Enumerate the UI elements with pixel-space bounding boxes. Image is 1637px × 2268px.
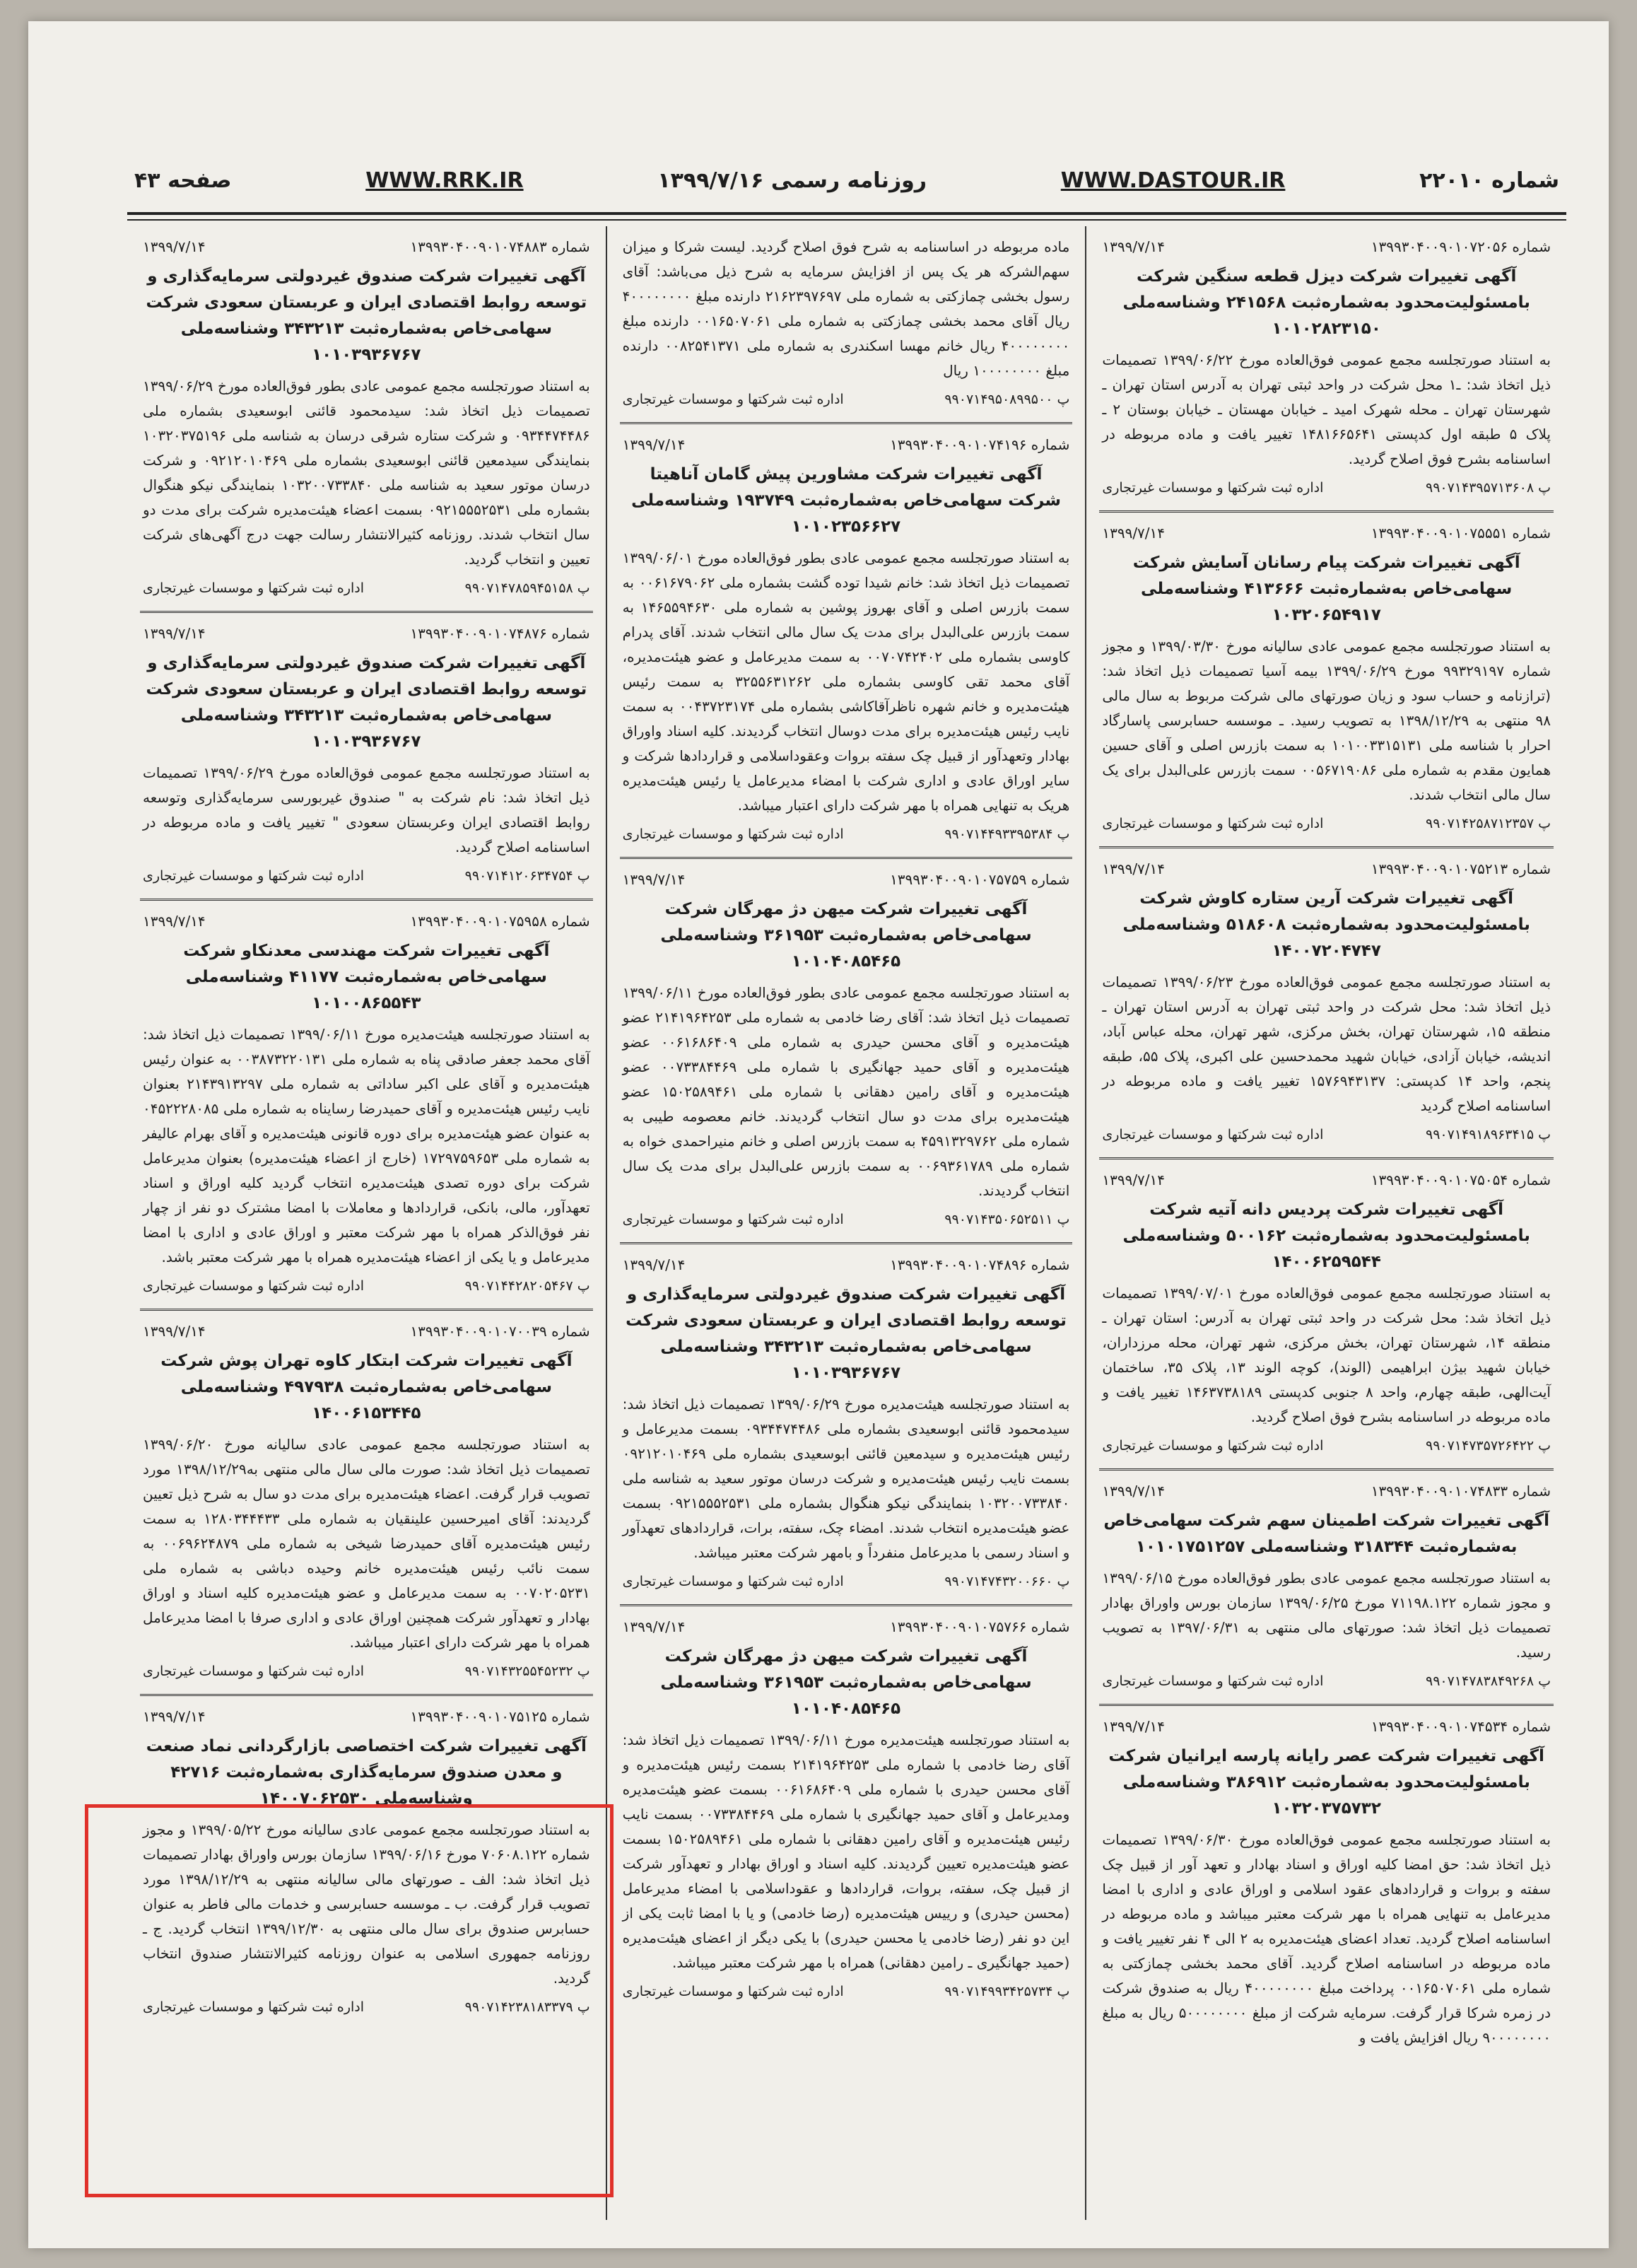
notice-office: اداره ثبت شرکتها و موسسات غیرتجاری [143, 1664, 365, 1679]
column-right [1086, 226, 1566, 2220]
notice [620, 1606, 1073, 2014]
notice-ref: پ ۹۹۰۷۱۴۷۸۵۹۴۵۱۵۸ [464, 580, 590, 596]
notice-ref: پ ۹۹۰۷۱۴۱۲۰۶۳۴۷۵۴ [464, 868, 590, 884]
notice-continued [620, 226, 1073, 424]
notice-body: به استناد صورتجلسه مجمع عمومی فوق‌العاده مورخ ۱۳۹۹/۰۶/۲۲ تصمیمات ذیل اتخاذ شد: ـ۱ محل شرکت در واحد ثبتی تهران به آدرس استان تهران ـ شهرستان تهران ـ محله شهرک امید ـ خیابان مهستان ـ خیابان بوستان ۲ ـ پلاک ۵ طبقه اول کدپستی ۱۴۸۱۶۶۵۶۴۱ تغییر یافت و ماده مربوطه در اساسنامه بشرح فوق اصلاح گردید. [1102, 351, 1551, 467]
notice-title: آگهی تغییرات شرکت آرین ستاره کاوش شرکت بامسئولیت‌محدود به‌شماره‌ثبت ۵۱۸۶۰۸ وشناسه‌ملی ۱۴۰۰۷۲۰۴۷۴۷ [1122, 889, 1530, 960]
notice [1099, 1706, 1554, 2060]
notice-ref: پ ۹۹۰۷۱۴۹۹۳۴۲۵۷۳۴ [944, 1984, 1070, 1999]
notice-title: آگهی تغییرات شرکت عصر رایانه پارسه ایرانیان شرکت بامسئولیت‌محدود به‌شماره‌ثبت ۳۸۶۹۱۲ وشناسه‌ملی ۱۰۳۲۰۳۷۵۷۳۲ [1108, 1747, 1544, 1818]
notice-body: به استناد صورتجلسه هیئت‌مدیره مورخ ۱۳۹۹/۰۶/۱۱ تصمیمات ذیل اتخاذ شد: آقای محمد جعفر صادقی پناه به شماره ملی ۰۰۳۸۷۳۲۲۰۱۳۱ به عنوان رئیس هیئت‌مدیره و آقای علی اکبر ساداتی به شماره ملی ۲۱۴۳۹۱۳۲۹۷ بعنوان نایب رئیس هیئت‌مدیره و آقای حمیدرضا رسایناه به شماره ملی ۰۴۵۲۲۲۸۰۸۵ به عنوان عضو هیئت‌مدیره برای دوره قانونی هیئت‌مدیره و آقای بهرام عالیفر به شماره ملی ۱۷۲۹۷۵۹۶۵۳ (خارج از اعضاء هیئت‌مدیره) بعنوان مدیرعامل شرکت برای دوره تصدی هیئت‌مدیره انتخاب گردید کلیه اوراق و اسناد تعهدآور، مالی، بانکی، قراردادها و معاملات با امضا مشترک دو نفر از چهار نفر فوق‌الذکر همراه با مهر شرکت معتبر و اوراق عادی و اداری با امضا مدیرعامل و یا یکی از اعضاء هیئت‌مدیره همراه با مهر شرکت معتبر باشد. [143, 1026, 590, 1265]
notice-ref: پ ۹۹۰۷۱۴۴۲۸۲۰۵۴۶۷ [464, 1278, 590, 1294]
notice-date: ۱۳۹۹/۷/۱۴ [1102, 1171, 1166, 1188]
dastour-url[interactable]: WWW.DASTOUR.IR [1060, 168, 1286, 193]
notice [1099, 226, 1554, 513]
notice-number: شماره ۱۳۹۹۳۰۴۰۰۹۰۱۰۷۵۹۵۸ [410, 913, 590, 930]
notice-ref: پ ۹۹۰۷۱۴۳۲۵۵۴۵۲۳۲ [464, 1664, 590, 1679]
notice-office: اداره ثبت شرکتها و موسسات غیرتجاری [1102, 1673, 1324, 1689]
notice-ref: پ ۹۹۰۷۱۴۳۹۵۷۱۳۶۰۸ [1425, 480, 1551, 496]
notice-body: به استناد صورتجلسه مجمع عمومی عادی سالیانه مورخ ۱۳۹۹/۰۵/۲۲ و مجوز شماره ۷۰۶۰۸.۱۲۲ مورخ ۱۳۹۹/۰۶/۱۶ سازمان بورس واوراق بهادار تصمیمات ذیل اتخاذ شد: الف ـ صورتهای مالی سالیانه منتهی به ۱۳۹۸/۱۲/۲۹ مورد تصویب قرار گرفت. ب ـ موسسه حسابرسی و خدمات مالی فاطر به عنوان حسابرس صندوق برای سال مالی منتهی به ۱۳۹۹/۱۲/۳۰ انتخاب گردید. ج ـ روزنامه جمهوری اسلامی به عنوان روزنامه کثیرالانتشار صندوق انتخاب گردید. [143, 1821, 590, 1987]
notice [140, 226, 593, 613]
notice-title: آگهی تغییرات شرکت اختصاصی بازارگردانی نماد صنعت و معدن صندوق سرمایه‌گذاری به‌شماره‌ثبت ۴۲۷۱۶ وشناسه‌ملی ۱۴۰۰۷۰۶۲۵۳۰ [146, 1737, 587, 1808]
notice-number: شماره ۱۳۹۹۳۰۴۰۰۹۰۱۰۷۵۷۶۶ [890, 1618, 1070, 1635]
notice-date: ۱۳۹۹/۷/۱۴ [1102, 1483, 1166, 1500]
notice-title: آگهی تغییرات شرکت پیام رسانان آسایش شرکت سهامی‌خاص به‌شماره‌ثبت ۴۱۳۶۶۶ وشناسه‌ملی ۱۰۳۲۰۶۵۴۹۱۷ [1132, 554, 1520, 624]
notice-ref: پ ۹۹۰۷۱۴۳۵۰۶۵۲۵۱۱ [944, 1212, 1070, 1227]
notice [620, 424, 1073, 859]
notice-body: به استناد صورتجلسه مجمع عمومی عادی بطور فوق‌العاده مورخ ۱۳۹۹/۰۶/۰۱ تصمیمات ذیل اتخاذ شد: خانم شیدا توده گشت بشماره ملی ۰۰۶۱۶۷۹۰۶۲ به سمت بازرس اصلی و آقای بهروز پوشین به شماره ملی ۱۴۶۵۵۹۴۶۳۰ به سمت بازرس علی‌البدل برای مدت یک سال مالی انتخاب شدند. آقای پدرام کاوسی بشماره ملی ۰۰۷۰۷۴۲۴۰۲ به سمت مدیرعامل و عضو هیئت‌مدیره، آقای محمد تقی کاوسی بشماره ملی ۳۲۵۵۶۳۱۲۶۲ به سمت رئیس هیئت‌مدیره و خانم شهره ناظرآقاکاشی بشماره ملی ۰۰۴۳۷۲۳۱۷۴ به سمت نایب رئیس هیئت‌مدیره برای مدت دوسال انتخاب گردیدند. کلیه اسناد واوراق بهادار وتعهدآور از قبیل چک سفته بروات وعقوداسلامی و قراردادها شرکت و سایر اوراق عادی و اداری شرکت با امضاء مدیرعامل یا رئیس هیئت‌مدیره هریک به تنهایی همراه با مهر شرکت دارای اعتبار میباشد. [622, 549, 1070, 814]
notice [1099, 513, 1554, 848]
notice-number: شماره ۱۳۹۹۳۰۴۰۰۹۰۱۰۷۴۸۸۳ [410, 238, 590, 255]
notice-ref: پ ۹۹۰۷۱۴۲۵۸۷۱۲۳۵۷ [1425, 816, 1551, 831]
notice-number: شماره ۱۳۹۹۳۰۴۰۰۹۰۱۰۷۵۰۵۴ [1371, 1171, 1551, 1188]
notice-office: اداره ثبت شرکتها و موسسات غیرتجاری [1102, 480, 1324, 496]
notice-title: آگهی تغییرات شرکت اطمینان سهم شرکت سهامی‌خاص به‌شماره‌ثبت ۳۱۸۳۴۴ وشناسه‌ملی ۱۰۱۰۱۷۵۱۲۵۷ [1103, 1512, 1550, 1556]
notice-office: اداره ثبت شرکتها و موسسات غیرتجاری [143, 580, 365, 596]
notice-title: آگهی تغییرات شرکت پردیس دانه آتیه شرکت بامسئولیت‌محدود به‌شماره‌ثبت ۵۰۰۱۶۲ وشناسه‌ملی ۱۴۰۰۶۲۵۹۵۴۴ [1122, 1200, 1530, 1271]
column-middle [607, 226, 1087, 2220]
notice-date: ۱۳۹۹/۷/۱۴ [622, 871, 686, 888]
notice [1099, 848, 1554, 1159]
notice-body: به استناد صورتجلسه مجمع عمومی فوق‌العاده مورخ ۱۳۹۹/۰۶/۳۰ تصمیمات ذیل اتخاذ شد: حق امضا کلیه اوراق و اسناد بهادار و تعهد آور از قبیل چک سفته و بروات و قراردادهای عقود اسلامی و اوراق عادی و اداری با امضا مدیرعامل به تنهایی همراه با مهر شرکت معتبر میباشد و ماده مربوطه در اساسنامه اصلاح گردید. تعداد اعضای هیئت‌مدیره به ۲ الی ۴ نفر تغییر یافت و ماده مربوطه در اساسنامه اصلاح گردید. آقای محمد بخشی چمازکتی به شماره ملی ۰۰۱۶۵۰۷۰۶۱ پرداخت مبلغ ۴۰۰۰۰۰۰۰۰ ریال به صندوق شرکت در زمره شرکا قرار گرفت. سرمایه شرکت از مبلغ ۵۰۰۰۰۰۰۰۰ ریال به مبلغ ۹۰۰۰۰۰۰۰۰ ریال افزایش یافت و [1102, 1831, 1551, 2046]
notice-date: ۱۳۹۹/۷/۱۴ [143, 1323, 206, 1340]
newspaper-title-date: روزنامه رسمی ۱۳۹۹/۷/۱۶ [657, 168, 927, 193]
notice-office: اداره ثبت شرکتها و موسسات غیرتجاری [143, 868, 365, 884]
notice-number: شماره ۱۳۹۹۳۰۴۰۰۹۰۱۰۷۴۸۹۶ [890, 1256, 1070, 1273]
notice-ref: پ ۹۹۰۷۱۴۷۸۳۸۴۹۲۶۸ [1425, 1673, 1551, 1689]
notice [140, 613, 593, 901]
notice-number: شماره ۱۳۹۹۳۰۴۰۰۹۰۱۰۷۵۱۲۵ [410, 1708, 590, 1725]
notice-number: شماره ۱۳۹۹۳۰۴۰۰۹۰۱۰۷۵۵۵۱ [1371, 525, 1551, 542]
notice-body: به استناد صورتجلسه مجمع عمومی عادی سالیانه مورخ ۱۳۹۹/۰۳/۳۰ و مجوز شماره ۹۹۳۲۹۱۹۷ مورخ ۱۳۹۹/۰۶/۲۹ بیمه آسیا تصمیمات ذیل اتخاذ شد: (ترازنامه و حساب سود و زیان صورتهای مالی شرکت مربوط به سال مالی ۹۸ منتهی به ۱۳۹۸/۱۲/۲۹ به تصویب رسید. ـ موسسه حسابرسی پاسارگاد احرار با شناسه ملی ۱۰۱۰۰۳۳۱۵۱۳۱ به سمت بازرس اصلی و آقای حسین همایون مقدم به شماره ملی ۰۰۵۶۷۱۹۰۸۶ سمت بازرس علی‌البدل برای یک سال مالی انتخاب شدند. [1102, 638, 1551, 803]
notice-title: آگهی تغییرات شرکت صندوق غیردولتی سرمایه‌گذاری و توسعه روابط اقتصادی ایران و عربستان سعودی شرکت سهامی‌خاص به‌شماره‌ثبت ۳۴۳۲۱۳ وشناسه‌ملی ۱۰۱۰۳۹۳۶۷۶۷ [146, 267, 587, 364]
notice-ref: پ ۹۹۰۷۱۴۹۵۰۸۹۹۵۰۰ [944, 392, 1070, 407]
notice-body: به استناد صورتجلسه هیئت‌مدیره مورخ ۱۳۹۹/۰۶/۲۹ تصمیمات ذیل اتخاذ شد: سیدمحمود قائنی ابوسعیدی بشماره ملی ۰۹۳۴۴۷۴۴۸۶ بسمت مدیرعامل و رئیس هیئت‌مدیره و سیدمعین قائنی ابوسعیدی بشماره ملی ۰۹۲۱۲۰۱۰۴۶۹ بسمت نایب رئیس هیئت‌مدیره و شرکت درسان موتور سعید به شناسه ملی ۱۰۳۲۰۰۷۳۳۸۴۰ بنمایندگی نیکو هنگوال بشماره ملی ۰۹۲۱۵۵۵۲۵۳۱ بسمت عضو هیئت‌مدیره انتخاب شدند. امضاء چک، سفته، برات، قراردادهای تعهدآور و اسناد رسمی با مدیرعامل منفرداً و بامهر شرکت معتبر میباشد. [622, 1396, 1070, 1561]
notice [140, 1311, 593, 1696]
notice-date: ۱۳۹۹/۷/۱۴ [1102, 860, 1166, 877]
notice-body: به استناد صورتجلسه مجمع عمومی فوق‌العاده مورخ ۱۳۹۹/۰۶/۲۳ تصمیمات ذیل اتخاذ شد: محل شرکت در واحد ثبتی تهران به آدرس استان تهران ـ منطقه ۱۵، شهرستان تهران، بخش مرکزی، شهر تهران، محله عباس آباد، اندیشه، خیابان آزادی، خیابان شهید محمدحسین علی اکبری، پلاک ۵۵، طبقه پنجم، واحد ۱۴ کدپستی: ۱۵۷۶۹۴۳۱۳۷ تغییر یافت و ماده مربوطه در اساسنامه اصلاح گردید [1102, 974, 1551, 1114]
notice-number: شماره ۱۳۹۹۳۰۴۰۰۹۰۱۰۷۴۸۷۶ [410, 625, 590, 642]
notice-date: ۱۳۹۹/۷/۱۴ [1102, 1718, 1166, 1735]
issue-number: شماره ۲۲۰۱۰ [1419, 168, 1559, 193]
notice [1099, 1159, 1554, 1471]
notice-body: ماده مربوطه در اساسنامه به شرح فوق اصلاح گردید. لیست شرکا و میزان سهم‌الشرکه هر یک پس از افزایش سرمایه به شرح ذیل می‌باشد: آقای رسول بخشی چمازکتی به شماره ملی ۲۱۶۲۳۹۷۶۹۷ دارنده مبلغ ۴۰۰۰۰۰۰۰۰ ریال آقای محمد بخشی چمازکتی به شماره ملی ۰۰۱۶۵۰۷۰۶۱ دارنده مبلغ ۴۰۰۰۰۰۰۰۰ ریال خانم مهسا اسکندری به شماره ملی ۰۰۸۲۵۴۱۳۷۱ دارنده مبلغ ۱۰۰۰۰۰۰۰۰ ریال [622, 238, 1070, 379]
notice-body: به استناد صورتجلسه هیئت‌مدیره مورخ ۱۳۹۹/۰۶/۱۱ تصمیمات ذیل اتخاذ شد: آقای رضا خادمی با شماره ملی ۲۱۴۱۹۶۴۲۵۳ بسمت رئیس هیئت‌مدیره و آقای محسن حیدری با شماره ملی ۰۰۶۱۶۸۶۴۰۹ بسمت عضو هیئت‌مدیره ومدیرعامل و آقای حمید جهانگیری با شماره ملی ۰۰۷۳۳۸۴۴۶۹ بسمت نایب رئیس هیئت‌مدیره و آقای رامین دهقانی با شماره ملی ۱۵۰۲۵۸۹۴۶۱ بسمت عضو هیئت‌مدیره تعیین گردیدند. کلیه اسناد و اوراق بهادار و تعهدآور شرکت از قبیل چک، سفته، بروات، قراردادها و عقوداسلامی با امضاء مدیرعامل (محسن حیدری) و رییس هیئت‌مدیره (رضا خادمی) و یا با امضا ثابت یکی از این دو نفر (رضا خادمی یا محسن حیدری) با یکی دیگر از اعضای هیئت‌مدیره (حمید جهانگیری ـ رامین دهقانی) همراه با مهر شرکت معتبر میباشد. [622, 1731, 1070, 1971]
notice-office: اداره ثبت شرکتها و موسسات غیرتجاری [143, 1999, 365, 2015]
notice-body: به استناد صورتجلسه مجمع عمومی عادی بطور فوق‌العاده مورخ ۱۳۹۹/۰۶/۱۱ تصمیمات ذیل اتخاذ شد: آقای رضا خادمی به شماره ملی ۲۱۴۱۹۶۴۲۵۳ عضو هیئت‌مدیره و آقای محسن حیدری به شماره ملی ۰۰۶۱۶۸۶۴۰۹ عضو هیئت‌مدیره و آقای حمید جهانگیری با شماره ملی ۰۰۷۳۳۸۴۴۶۹ عضو هیئت‌مدیره و آقای رامین دهقانی با شماره ملی ۱۵۰۲۵۸۹۴۶۱ عضو هیئت‌مدیره برای مدت دو سال انتخاب گردیدند. خانم معصومه طیبی به شماره ملی ۴۵۹۱۳۲۹۷۶۲ به سمت بازرس اصلی و خانم منیراحمدی خواه به شماره ملی ۰۰۶۹۳۶۱۷۸۹ به سمت بازرس علی‌البدل برای مدت یک سال انتخاب گردیدند. [622, 984, 1070, 1199]
page-number: صفحه ۴۳ [134, 168, 232, 193]
notice-office: اداره ثبت شرکتها و موسسات غیرتجاری [622, 1212, 844, 1227]
notice-date: ۱۳۹۹/۷/۱۴ [622, 1618, 686, 1635]
notice-number: شماره ۱۳۹۹۳۰۴۰۰۹۰۱۰۷۰۰۳۹ [410, 1323, 590, 1340]
notice-office: اداره ثبت شرکتها و موسسات غیرتجاری [622, 392, 844, 407]
notice-title: آگهی تغییرات شرکت دیزل قطعه سنگین شرکت بامسئولیت‌محدود به‌شماره‌ثبت ۲۴۱۵۶۸ وشناسه‌ملی ۱۰۱۰۲۸۲۳۱۵۰ [1122, 267, 1530, 338]
red-highlight-box [85, 1804, 614, 2197]
notice-date: ۱۳۹۹/۷/۱۴ [622, 436, 686, 453]
newspaper-page [28, 21, 1609, 2248]
notice-body: به استناد صورتجلسه مجمع عمومی عادی بطور فوق‌العاده مورخ ۱۳۹۹/۰۶/۱۵ و مجوز شماره ۷۱۱۹۸.۱۲۲ مورخ ۱۳۹۹/۰۶/۲۵ سازمان بورس واوراق بهادار تصمیمات ذیل اتخاذ شد: صورتهای مالی منتهی به ۱۳۹۷/۰۶/۳۱ به تصویب رسید. [1102, 1570, 1551, 1661]
notice [140, 901, 593, 1311]
notice-office: اداره ثبت شرکتها و موسسات غیرتجاری [622, 826, 844, 842]
notice-office: اداره ثبت شرکتها و موسسات غیرتجاری [1102, 816, 1324, 831]
notice-number: شماره ۱۳۹۹۳۰۴۰۰۹۰۱۰۷۲۰۵۶ [1371, 238, 1551, 255]
notice-office: اداره ثبت شرکتها و موسسات غیرتجاری [143, 1278, 365, 1294]
notice-date: ۱۳۹۹/۷/۱۴ [143, 625, 206, 642]
notice-date: ۱۳۹۹/۷/۱۴ [622, 1256, 686, 1273]
notice-ref: پ ۹۹۰۷۱۴۴۹۳۳۹۵۳۸۴ [944, 826, 1070, 842]
notice-title: آگهی تغییرات شرکت مهندسی معدنکاو شرکت سهامی‌خاص به‌شماره‌ثبت ۴۱۱۷۷ وشناسه‌ملی ۱۰۱۰۰۸۶۵۵۴۳ [183, 942, 550, 1012]
notice-date: ۱۳۹۹/۷/۱۴ [143, 1708, 206, 1725]
notice-body: به استناد صورتجلسه مجمع عمومی عادی بطور فوق‌العاده مورخ ۱۳۹۹/۰۶/۲۹ تصمیمات ذیل اتخاذ شد: سیدمحمود قائنی ابوسعیدی بشماره ملی ۰۹۳۴۴۷۴۴۸۶ و شرکت ستاره شرقی درسان به شناسه ملی ۱۰۳۲۰۳۷۵۱۹۶ بنمایندگی سیدمعین قائنی ابوسعیدی بشماره ملی ۰۹۲۱۲۰۱۰۴۶۹ و شرکت درسان موتور سعید به شناسه ملی ۱۰۳۲۰۰۷۳۳۸۴۰ بنمایندگی نیکو هنگوال بشماره ملی ۰۹۲۱۵۵۵۲۵۳۱ بسمت اعضاء هیئت‌مدیره شرکت برای مدت دو سال انتخاب شدند. روزنامه کثیرالانتشار رسالت جهت درج آگهی‌های شرکت تعیین و انتخاب گردید. [143, 378, 590, 568]
notice-number: شماره ۱۳۹۹۳۰۴۰۰۹۰۱۰۷۴۱۹۶ [890, 436, 1070, 453]
header-rule [127, 212, 1566, 215]
notice-date: ۱۳۹۹/۷/۱۴ [1102, 525, 1166, 542]
notice-date: ۱۳۹۹/۷/۱۴ [1102, 238, 1166, 255]
notice-title: آگهی تغییرات شرکت ابتکار کاوه تهران پوش شرکت سهامی‌خاص به‌شماره‌ثبت ۴۹۷۹۳۸ وشناسه‌ملی ۱۴۰۰۶۱۵۳۴۴۵ [160, 1352, 573, 1422]
notice-office: اداره ثبت شرکتها و موسسات غیرتجاری [622, 1574, 844, 1589]
notice-number: شماره ۱۳۹۹۳۰۴۰۰۹۰۱۰۷۵۲۱۳ [1371, 860, 1551, 877]
notice-number: شماره ۱۳۹۹۳۰۴۰۰۹۰۱۰۷۴۸۳۳ [1371, 1483, 1551, 1500]
notice-number: شماره ۱۳۹۹۳۰۴۰۰۹۰۱۰۷۵۷۵۹ [890, 871, 1070, 888]
notice-title: آگهی تغییرات شرکت میهن دژ مهرگان شرکت سهامی‌خاص به‌شماره‌ثبت ۳۶۱۹۵۳ وشناسه‌ملی ۱۰۱۰۴۰۸۵۴۶۵ [660, 1647, 1032, 1718]
notice-office: اداره ثبت شرکتها و موسسات غیرتجاری [1102, 1127, 1324, 1142]
notice-title: آگهی تغییرات شرکت صندوق غیردولتی سرمایه‌گذاری و توسعه روابط اقتصادی ایران و عربستان سعودی شرکت سهامی‌خاص به‌شماره‌ثبت ۳۴۳۲۱۳ وشناسه‌ملی ۱۰۱۰۳۹۳۶۷۶۷ [146, 654, 587, 751]
header-rule-thin [127, 219, 1566, 221]
masthead [134, 152, 1559, 209]
notice-office: اداره ثبت شرکتها و موسسات غیرتجاری [1102, 1438, 1324, 1454]
notice-ref: پ ۹۹۰۷۱۴۲۳۸۱۸۳۳۷۹ [464, 1999, 590, 2015]
notice-office: اداره ثبت شرکتها و موسسات غیرتجاری [622, 1984, 844, 1999]
notice [620, 1244, 1073, 1606]
rrk-url[interactable]: WWW.RRK.IR [365, 168, 524, 193]
notice-ref: پ ۹۹۰۷۱۴۹۱۸۹۶۳۴۱۵ [1425, 1127, 1551, 1142]
notice [1099, 1471, 1554, 1706]
notice-body: به استناد صورتجلسه مجمع عمومی فوق‌العاده مورخ ۱۳۹۹/۰۷/۰۱ تصمیمات ذیل اتخاذ شد: محل شرکت در واحد ثبتی تهران به آدرس: استان تهران ـ منطقه ۱۴، شهرستان تهران، بخش مرکزی، شهر تهران، محله مرزداران، خیابان شهید بیژن ابراهیمی (الوند)، کوچه الوند ۱۳، پلاک ۳۵، ساختمان آیت‌الهی، طبقه چهارم، واحد ۸ جنوبی کدپستی ۱۴۶۳۷۳۸۱۸۹ تغییر یافت و ماده مربوطه در اساسنامه بشرح فوق اصلاح گردید. [1102, 1285, 1551, 1425]
notice [620, 859, 1073, 1244]
notice-number: شماره ۱۳۹۹۳۰۴۰۰۹۰۱۰۷۴۵۳۴ [1371, 1718, 1551, 1735]
notice-ref: پ ۹۹۰۷۱۴۷۳۵۷۲۶۴۲۲ [1425, 1438, 1551, 1454]
notice-date: ۱۳۹۹/۷/۱۴ [143, 913, 206, 930]
notice-date: ۱۳۹۹/۷/۱۴ [143, 238, 206, 255]
notice-body: به استناد صورتجلسه مجمع عمومی عادی سالیانه مورخ ۱۳۹۹/۰۶/۲۰ تصمیمات ذیل اتخاذ شد: صورت مالی سال مالی منتهی به۱۳۹۸/۱۲/۲۹ مورد تصویب قرار گرفت. اعضاء هیئت‌مدیره برای مدت دو سال به شرح ذیل تعیین گردیدند: آقای امیرحسین علینقیان به شماره ملی ۱۲۸۰۳۴۴۴۳۳ به سمت رئیس هیئت‌مدیره آقای حمیدرضا شیخی به شماره ملی ۰۰۶۹۶۲۴۸۷۹ به سمت نائب رئیس هیئت‌مدیره خانم وحیده دباشی به شماره ملی ۰۰۷۰۲۰۵۲۳۱ به سمت مدیرعامل و عضو هیئت‌مدیره کلیه اسناد و اوراق بهادار و تعهدآور شرکت همچنین اوراق عادی و اداری صرفا با امضا مدیرعامل همراه با مهر شرکت دارای اعتبار میباشد. [143, 1436, 590, 1651]
notice-title: آگهی تغییرات شرکت میهن دژ مهرگان شرکت سهامی‌خاص به‌شماره‌ثبت ۳۶۱۹۵۳ وشناسه‌ملی ۱۰۱۰۴۰۸۵۴۶۵ [660, 900, 1032, 971]
notice-title: آگهی تغییرات شرکت مشاورین پیش گامان آناهیتا شرکت سهامی‌خاص به‌شماره‌ثبت ۱۹۳۷۴۹ وشناسه‌ملی ۱۰۱۰۲۳۵۶۶۲۷ [631, 465, 1061, 536]
notice-title: آگهی تغییرات شرکت صندوق غیردولتی سرمایه‌گذاری و توسعه روابط اقتصادی ایران و عربستان سعودی شرکت سهامی‌خاص به‌شماره‌ثبت ۳۴۳۲۱۳ وشناسه‌ملی ۱۰۱۰۳۹۳۶۷۶۷ [626, 1285, 1067, 1382]
notice-body: به استناد صورتجلسه مجمع عمومی فوق‌العاده مورخ ۱۳۹۹/۰۶/۲۹ تصمیمات ذیل اتخاذ شد: نام شرکت به " صندوق غیربورسی سرمایه‌گذاری وتوسعه روابط اقتصادی ایران وعربستان سعودی " تغییر یافت و ماده مربوطه در اساسنامه اصلاح گردید. [143, 764, 590, 855]
notice-ref: پ ۹۹۰۷۱۴۷۴۳۲۰۰۶۶۰ [944, 1574, 1070, 1589]
